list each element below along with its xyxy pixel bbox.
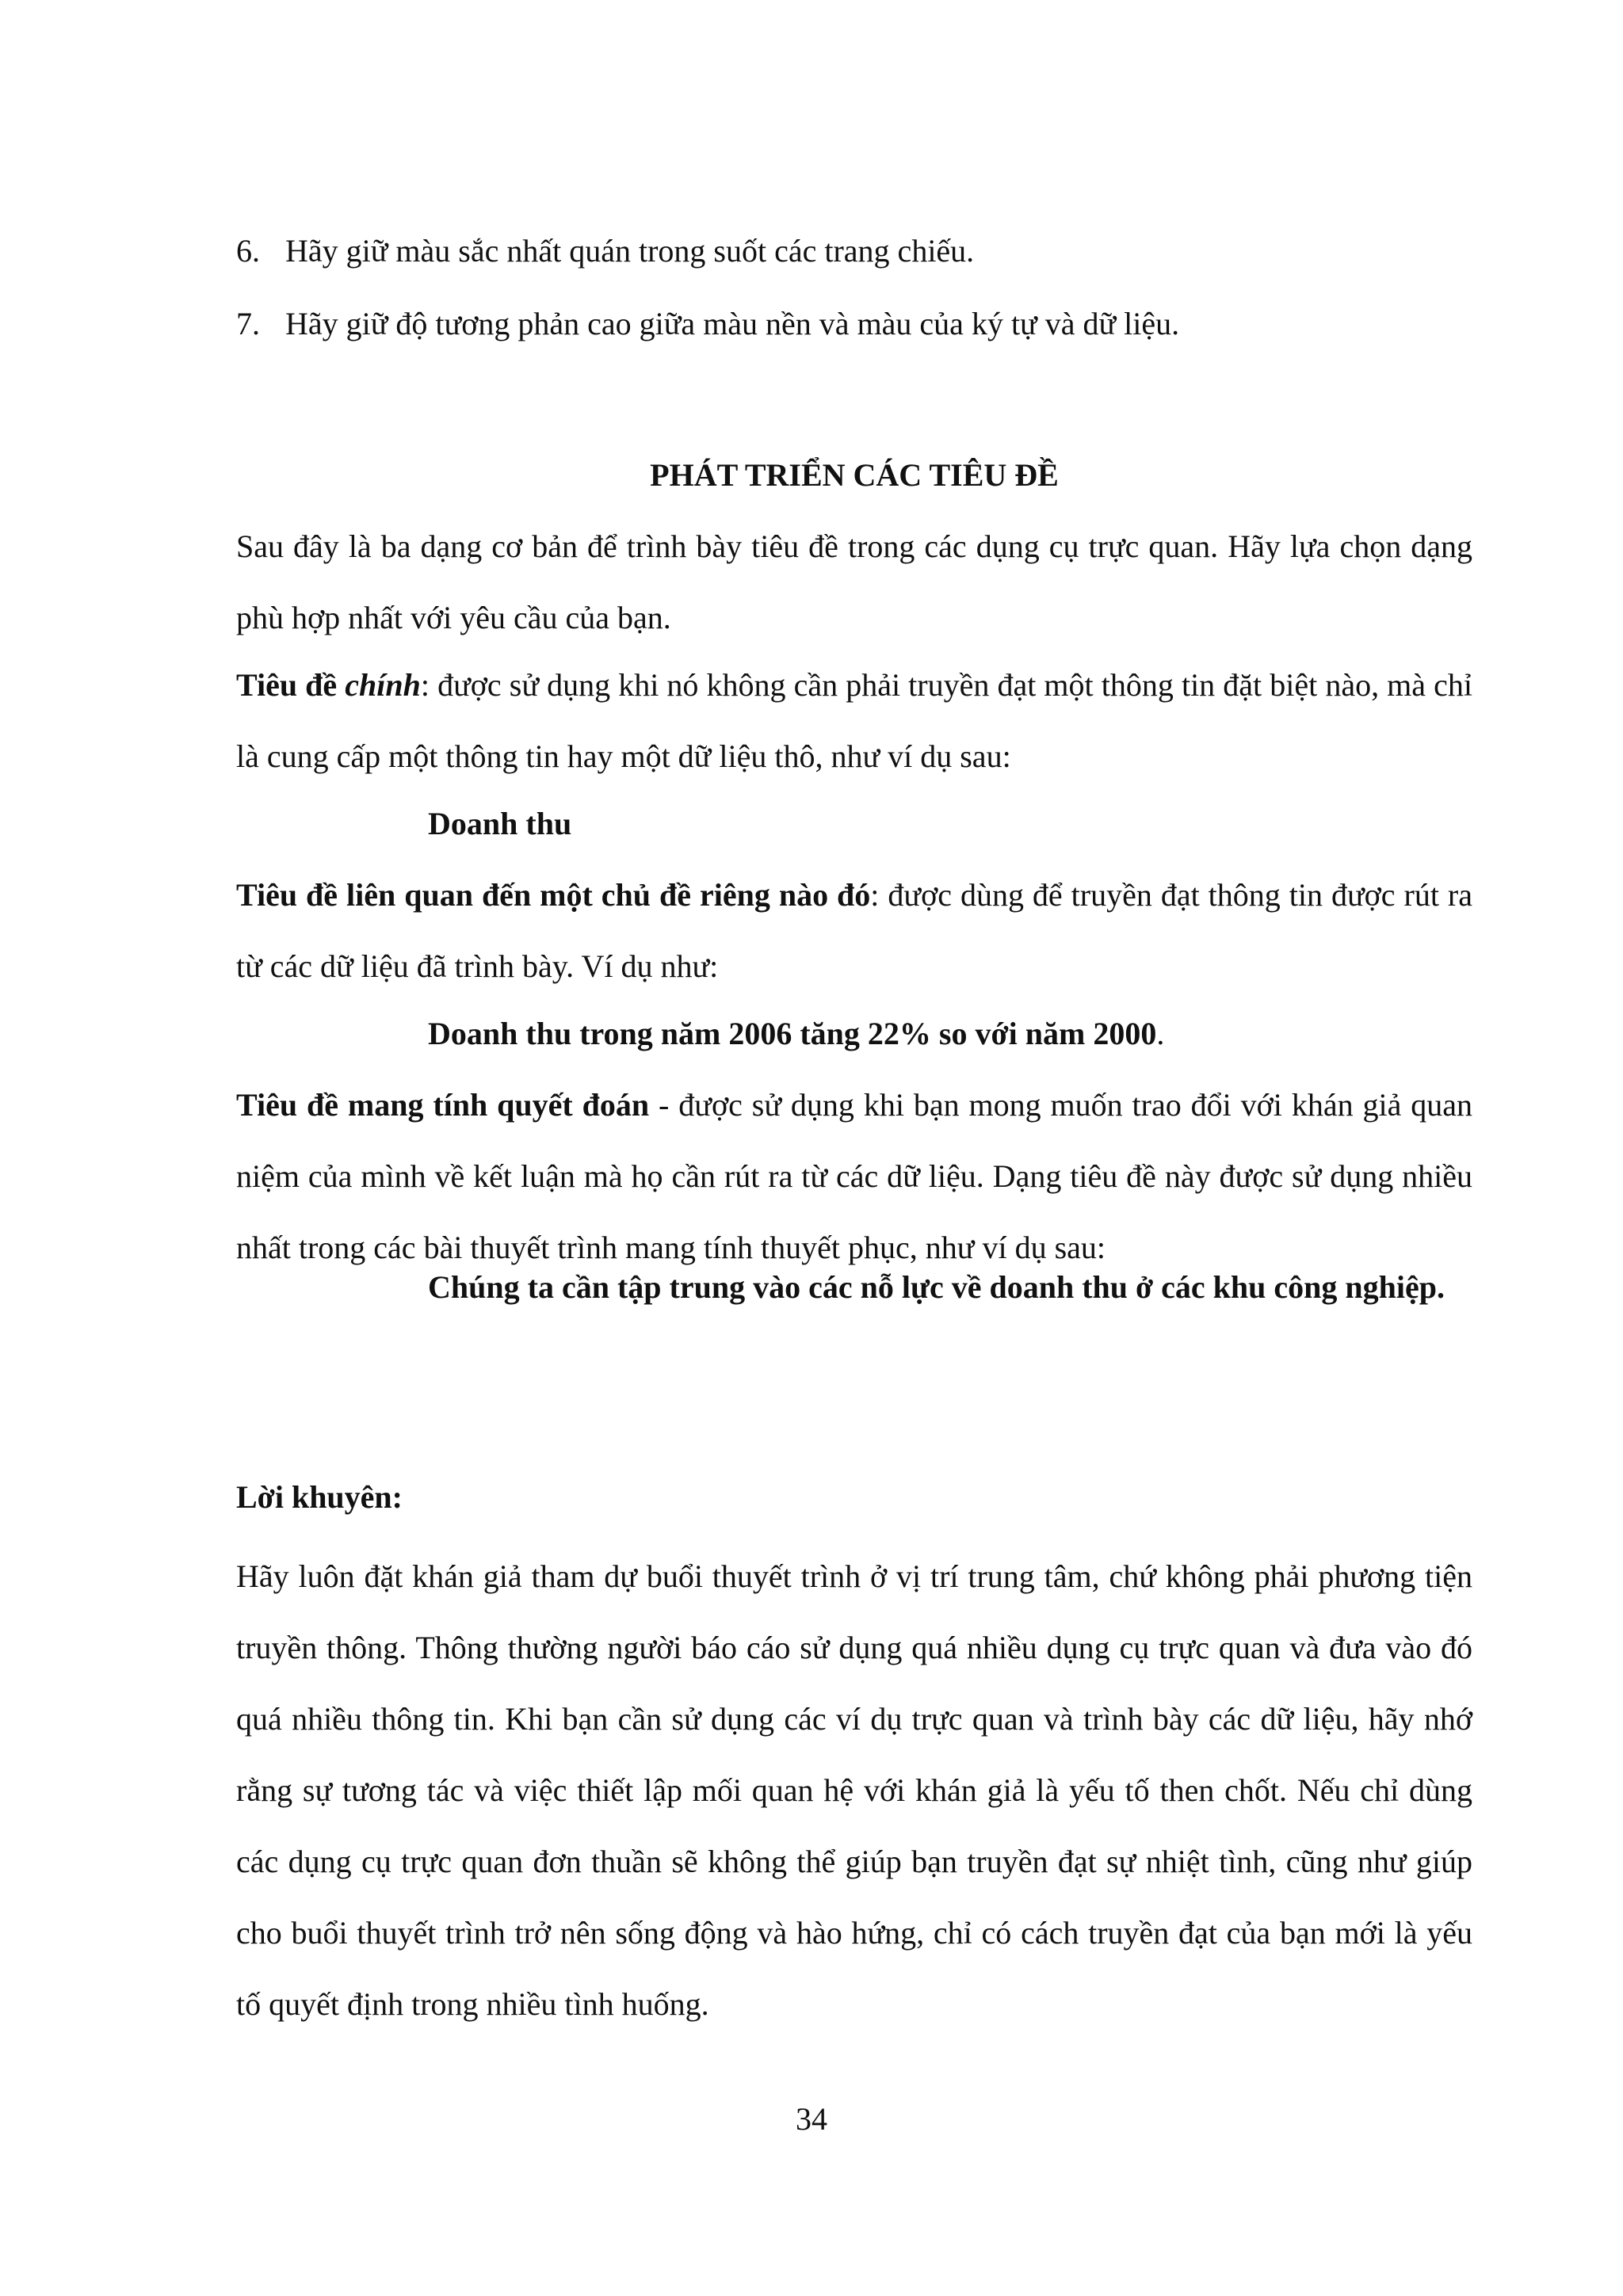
type1-description: : được sử dụng khi nó không cần phải truyền đạt một thông tin đặt biệt nào, mà chỉ là cung cấp một thông tin hay một dữ liệu thô, như ví dụ sau: (236, 667, 1472, 774)
list-text: Hãy giữ màu sắc nhất quán trong suốt các trang chiếu. (285, 233, 975, 269)
type2-term: Tiêu đề liên quan đến một chủ đề riêng nào đó (236, 877, 871, 913)
list-number: 6. (236, 233, 260, 269)
type3-description: - được sử dụng khi bạn mong muốn trao đổi với khán giả quan niệm của mình về kết luận mà họ cần rút ra từ các dữ liệu. Dạng tiêu đề này được sử dụng nhiều nhất trong các bài thuyết trình mang tính thuyết phục, như ví dụ sau: (236, 1087, 1473, 1265)
list-item-6 (236, 215, 1472, 287)
type2-example-period: . (1156, 1016, 1165, 1051)
type2-paragraph (236, 860, 1472, 1002)
page-number: 34 (796, 2101, 827, 2137)
list-item-7 (236, 288, 1472, 360)
type3-term: Tiêu đề mang tính quyết đoán (236, 1087, 650, 1123)
type1-paragraph (236, 650, 1472, 792)
type2-example (428, 998, 1164, 1070)
type2-description: : được dùng để truyền đạt thông tin được rút ra từ các dữ liệu đã trình bày. Ví dụ như: (236, 877, 1472, 984)
type1-term-emphasis: chính (345, 667, 421, 703)
advice-heading: Lời khuyên: (236, 1479, 403, 1515)
list-number: 7. (236, 306, 260, 341)
type3-example: Chúng ta cần tập trung vào các nỗ lực về doanh thu ở các khu công nghiệp. (428, 1269, 1445, 1305)
advice-paragraph: Hãy luôn đặt khán giả tham dự buổi thuyết trình ở vị trí trung tâm, chứ không phải phương tiện truyền thông. Thông thường người báo cáo sử dụng quá nhiều dụng cụ trực quan và đưa vào đó quá nhiều thông tin. Khi bạn cần sử dụng các ví dụ trực quan và trình bày các dữ liệu, hãy nhớ rằng sự tương tác và việc thiết lập mối quan hệ với khán giả là yếu tố then chốt. Nếu chỉ dùng các dụng cụ trực quan đơn thuần sẽ không thể giúp bạn truyền đạt sự nhiệt tình, cũng như giúp cho buổi thuyết trình trở nên sống động và hào hứng, chỉ có cách truyền đạt của bạn mới là yếu tố quyết định trong nhiều tình huống. (236, 1558, 1472, 2022)
section-heading: PHÁT TRIỂN CÁC TIÊU ĐỀ (650, 457, 1059, 493)
type1-term: Tiêu đề (236, 667, 346, 703)
type2-example-text: Doanh thu trong năm 2006 tăng 22% so với năm 2000 (428, 1016, 1157, 1051)
type1-example: Doanh thu (428, 806, 572, 841)
list-text: Hãy giữ độ tương phản cao giữa màu nền và màu của ký tự và dữ liệu. (285, 306, 1180, 341)
intro-paragraph: Sau đây là ba dạng cơ bản để trình bày tiêu đề trong các dụng cụ trực quan. Hãy lựa chọn dạng phù hợp nhất với yêu cầu của bạn. (236, 528, 1472, 635)
